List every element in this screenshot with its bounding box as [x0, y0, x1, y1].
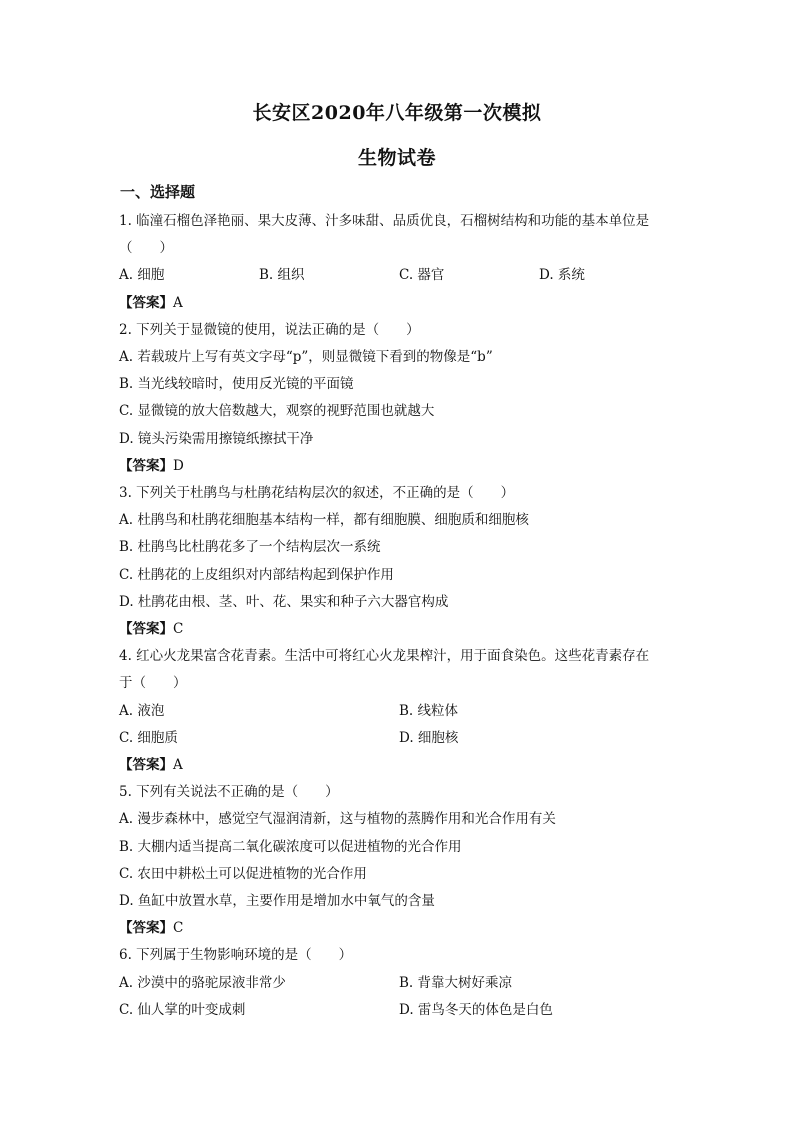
question-stem: 6. 下列属于生物影响环境的是（ ）	[119, 947, 353, 964]
answer-line	[119, 752, 679, 779]
answer-label: 【答案】	[119, 621, 173, 638]
option-c: C. 仙人掌的叶变成刺	[119, 1001, 246, 1018]
question-4	[119, 643, 679, 779]
options-row	[119, 997, 679, 1024]
question-stem-continued: 于（ ）	[119, 675, 187, 692]
option-d: D. 杜鹃花由根、茎、叶、花、果实和种子六大器官构成	[119, 593, 449, 610]
answer-value: A	[173, 294, 183, 311]
question-stem: 3. 下列关于杜鹃鸟与杜鹃花结构层次的叙述，不正确的是（ ）	[119, 485, 515, 502]
answer-label: 【答案】	[119, 920, 173, 937]
answer-label: 【答案】	[119, 457, 173, 474]
option-a: A. 细胞	[119, 267, 165, 284]
question-5	[119, 779, 679, 942]
option-c: C. 杜鹃花的上皮组织对内部结构起到保护作用	[119, 566, 394, 583]
option-c: C. 细胞质	[119, 729, 178, 746]
option-c: C. 显微镜的放大倍数越大，观察的视野范围也就越大	[119, 403, 435, 420]
options-row	[119, 725, 679, 752]
option-c: C. 器官	[399, 267, 445, 284]
option-d: D. 雷鸟冬天的体色是白色	[399, 1001, 553, 1018]
question-stem: 5. 下列有关说法不正确的是（ ）	[119, 784, 339, 801]
option-a: A. 若载玻片上写有英文字母“p”，则显微镜下看到的物像是“b”	[119, 349, 493, 366]
section-heading: 一、选择题	[120, 183, 196, 201]
question-stem: 2. 下列关于显微镜的使用，说法正确的是（ ）	[119, 321, 420, 338]
document-title: 长安区2020年八年级第一次模拟	[252, 102, 542, 124]
question-1	[119, 208, 679, 317]
answer-line	[119, 290, 679, 317]
option-d: D. 细胞核	[399, 729, 459, 746]
question-stem: 1. 临潼石榴色泽艳丽、果大皮薄、汁多味甜、品质优良，石榴树结构和功能的基本单位是	[119, 213, 650, 229]
option-a: A. 液泡	[119, 702, 165, 719]
question-6	[119, 942, 679, 1024]
option-b: B. 大棚内适当提高二氧化碳浓度可以促进植物的光合作用	[119, 838, 462, 855]
question-stem-continued: （ ）	[119, 240, 173, 257]
options-row	[119, 698, 679, 725]
option-a: A. 杜鹃鸟和杜鹃花细胞基本结构一样，都有细胞膜、细胞质和细胞核	[119, 512, 529, 529]
option-b: B. 当光线较暗时，使用反光镜的平面镜	[119, 376, 354, 393]
answer-label: 【答案】	[119, 757, 173, 774]
question-list	[119, 208, 679, 1024]
answer-line	[119, 453, 679, 480]
option-b: B. 背靠大树好乘凉	[399, 974, 513, 991]
document-subtitle: 生物试卷	[357, 147, 436, 169]
option-d: D. 鱼缸中放置水草，主要作用是增加水中氧气的含量	[119, 893, 435, 910]
answer-line	[119, 915, 679, 942]
answer-value: D	[173, 457, 184, 474]
question-stem: 4. 红心火龙果富含花青素。生活中可将红心火龙果榨汁，用于面食染色。这些花青素存在	[119, 648, 650, 665]
option-c: C. 农田中耕松土可以促进植物的光合作用	[119, 865, 367, 882]
answer-label: 【答案】	[119, 294, 173, 311]
answer-value: C	[173, 621, 184, 638]
options-row	[119, 970, 679, 997]
option-d: D. 系统	[539, 267, 585, 284]
option-b: B. 组织	[259, 267, 305, 284]
option-d: D. 镜头污染需用擦镜纸擦拭干净	[119, 430, 314, 447]
option-a: A. 漫步森林中，感觉空气湿润清新，这与植物的蒸腾作用和光合作用有关	[119, 811, 556, 828]
answer-value: A	[173, 757, 183, 774]
option-b: B. 线粒体	[399, 702, 459, 719]
answer-value: C	[173, 920, 184, 937]
option-b: B. 杜鹃鸟比杜鹃花多了一个结构层次一系统	[119, 539, 381, 556]
question-2	[119, 317, 679, 480]
question-3	[119, 480, 679, 643]
answer-line	[119, 616, 679, 643]
options-row	[119, 262, 679, 289]
option-a: A. 沙漠中的骆驼尿液非常少	[119, 974, 286, 991]
